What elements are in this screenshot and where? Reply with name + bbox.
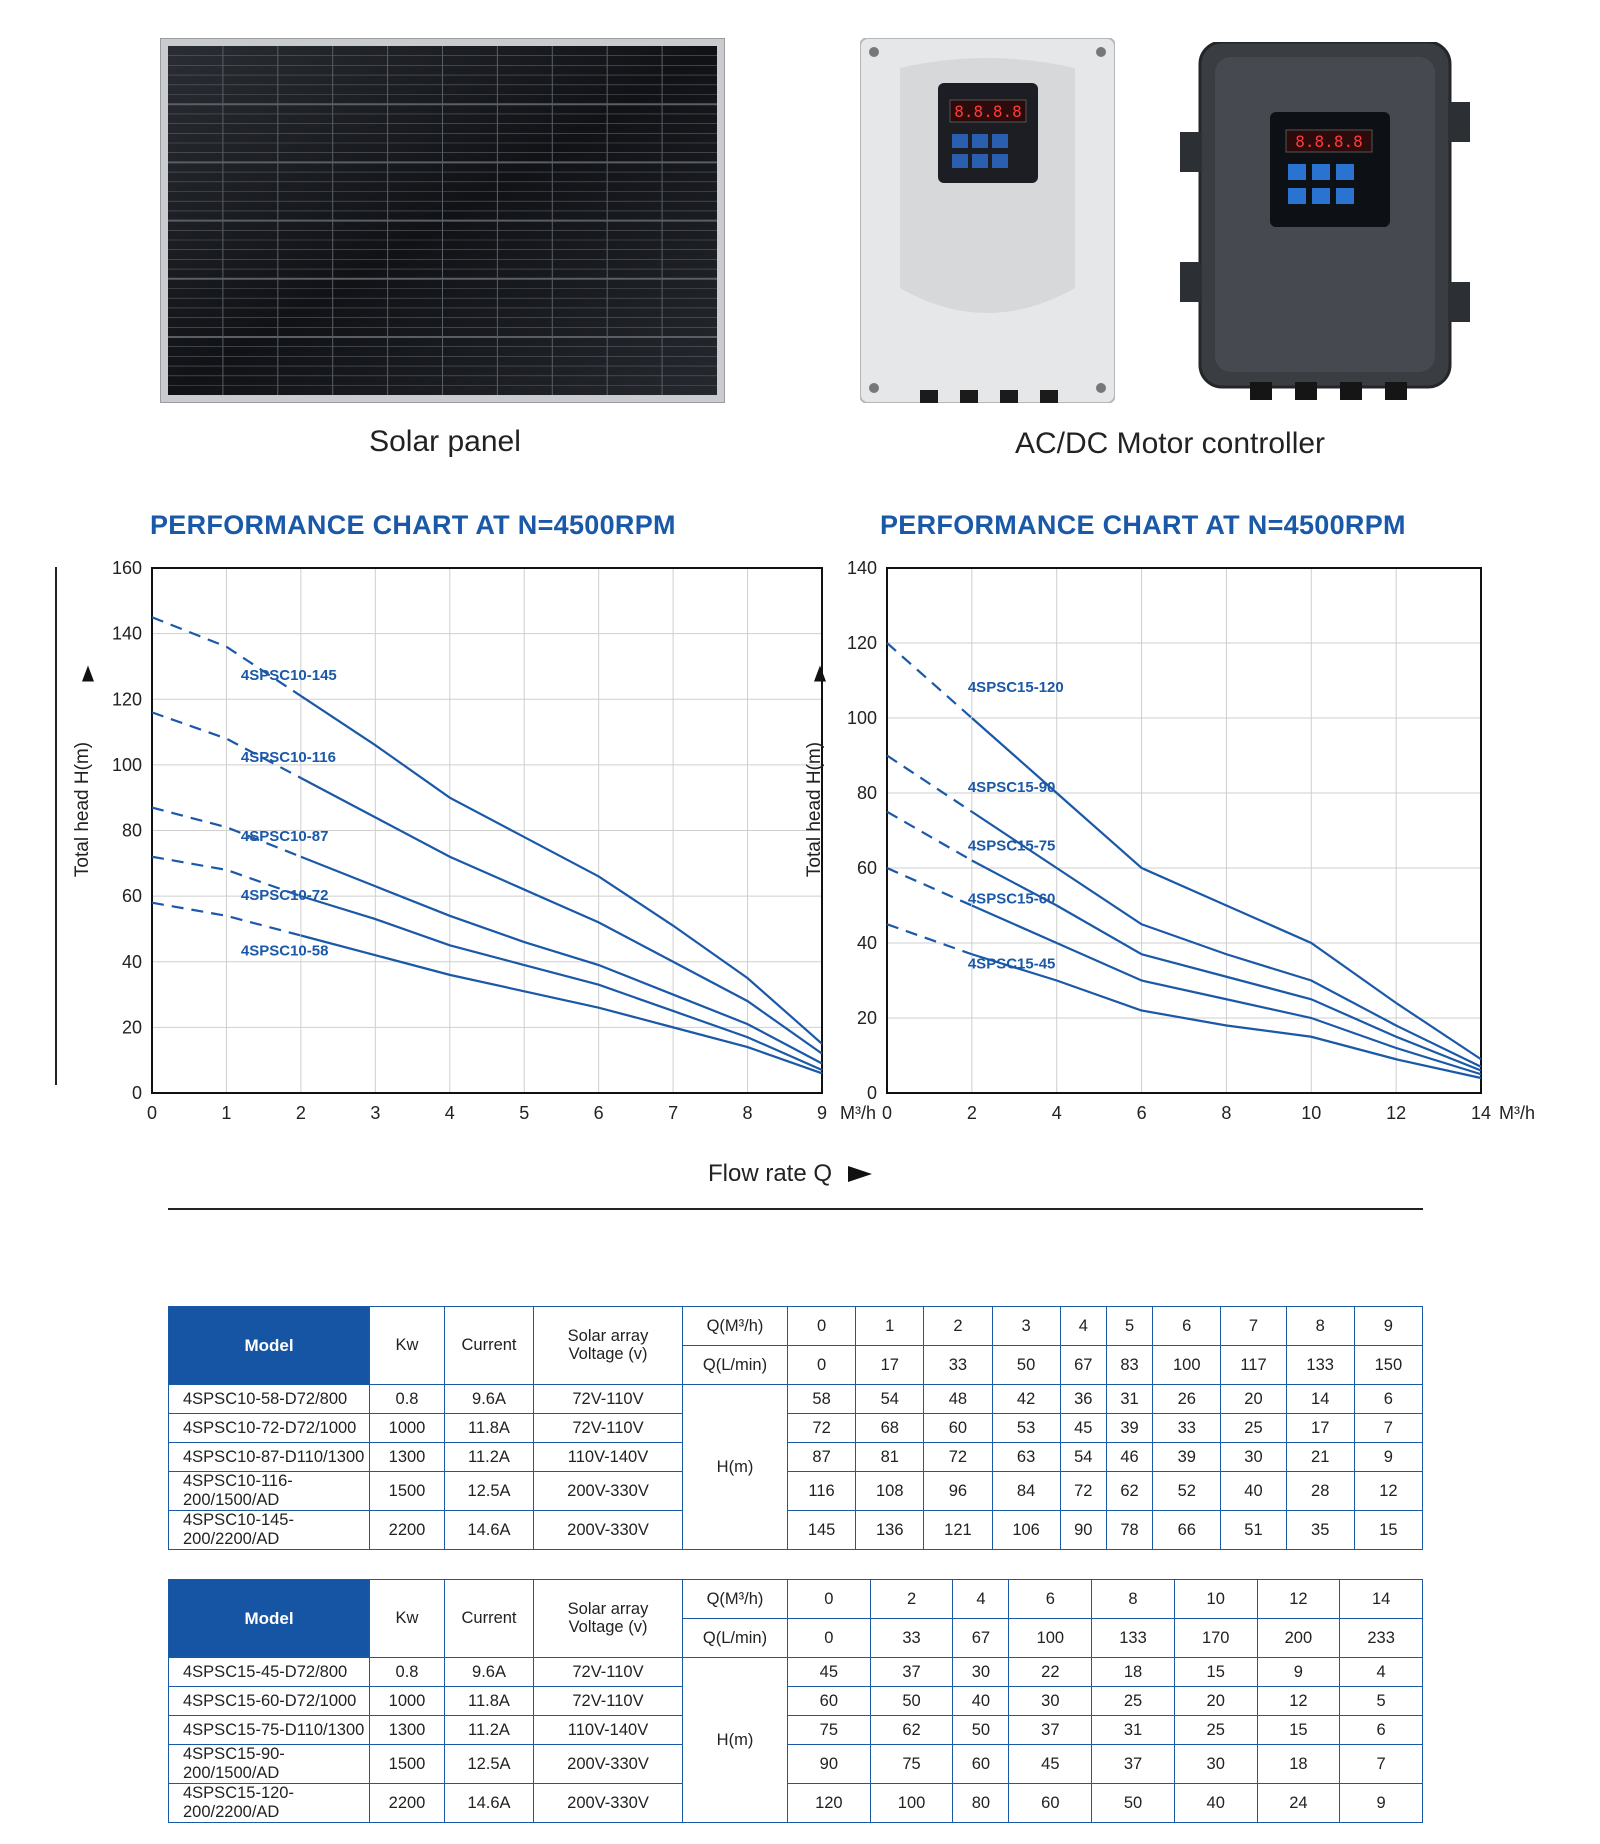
controller-white-image xyxy=(860,38,1115,403)
y-tick-label: 100 xyxy=(846,708,877,728)
head-value: 4 xyxy=(1340,1658,1423,1687)
controller-black-image xyxy=(1180,42,1470,402)
head-value: 9 xyxy=(1257,1658,1340,1687)
series-line xyxy=(301,778,822,1054)
head-value: 87 xyxy=(788,1443,856,1472)
head-value: 50 xyxy=(1092,1784,1175,1823)
head-value: 62 xyxy=(1106,1472,1152,1511)
kw-value: 0.8 xyxy=(370,1385,445,1414)
head-value: 66 xyxy=(1153,1511,1221,1550)
performance-table-2 xyxy=(168,1579,1423,1823)
y-tick-label: 120 xyxy=(111,689,142,710)
head-value: 18 xyxy=(1092,1658,1175,1687)
current-value: 11.8A xyxy=(445,1414,534,1443)
series-line xyxy=(301,696,822,1044)
head-value: 54 xyxy=(856,1385,924,1414)
head-value: 24 xyxy=(1257,1784,1340,1823)
head-value: 20 xyxy=(1221,1385,1286,1414)
q-lmin-value: 200 xyxy=(1257,1619,1340,1658)
solar-panel-image xyxy=(160,38,725,403)
table-row xyxy=(169,1385,1423,1414)
head-value: 68 xyxy=(856,1414,924,1443)
head-value: 25 xyxy=(1221,1414,1286,1443)
series-label: 4SPSC15-75 xyxy=(967,837,1056,855)
x-tick-label: 4 xyxy=(1051,1103,1062,1123)
head-value: 33 xyxy=(1153,1414,1221,1443)
q-lmin-value: 67 xyxy=(953,1619,1009,1658)
model-name: 4SPSC10-72-D72/1000 xyxy=(169,1414,370,1443)
kw-value: 1500 xyxy=(370,1745,445,1784)
head-value: 45 xyxy=(1060,1414,1106,1443)
head-value: 12 xyxy=(1257,1687,1340,1716)
y-axis-label: Total head H(m) xyxy=(804,741,825,878)
x-tick-label: 6 xyxy=(593,1103,604,1123)
model-header: Model xyxy=(169,1307,370,1385)
left-vertical-rule xyxy=(55,567,57,1085)
head-value: 40 xyxy=(1221,1472,1286,1511)
q-lmin-header: Q(L/min) xyxy=(683,1619,788,1658)
head-value: 80 xyxy=(953,1784,1009,1823)
head-value: 9 xyxy=(1354,1443,1422,1472)
head-value: 108 xyxy=(856,1472,924,1511)
head-value: 22 xyxy=(1009,1658,1092,1687)
model-name: 4SPSC15-60-D72/1000 xyxy=(169,1687,370,1716)
current-value: 11.8A xyxy=(445,1687,534,1716)
x-tick-label: 12 xyxy=(1386,1103,1407,1123)
head-value: 48 xyxy=(924,1385,992,1414)
x-tick-label: 8 xyxy=(1221,1103,1232,1123)
voltage-value: 72V-110V xyxy=(534,1385,683,1414)
q-m3h-value: 4 xyxy=(1060,1307,1106,1346)
head-value: 58 xyxy=(788,1385,856,1414)
q-m3h-value: 6 xyxy=(1009,1580,1092,1619)
q-m3h-value: 1 xyxy=(856,1307,924,1346)
head-value: 53 xyxy=(992,1414,1060,1443)
y-tick-label: 0 xyxy=(131,1083,142,1103)
head-value: 15 xyxy=(1174,1658,1257,1687)
series-label: 4SPSC15-120 xyxy=(967,679,1064,696)
series-line-dashed xyxy=(887,812,972,861)
head-value: 37 xyxy=(1092,1745,1175,1784)
head-value: 31 xyxy=(1092,1716,1175,1745)
head-value: 15 xyxy=(1257,1716,1340,1745)
x-tick-label: 3 xyxy=(370,1103,381,1123)
svg-text:8.8.8.8: 8.8.8.8 xyxy=(954,102,1022,121)
x-tick-label: 2 xyxy=(966,1103,977,1123)
plot-frame xyxy=(887,568,1481,1093)
q-lmin-value: 67 xyxy=(1060,1346,1106,1385)
y-tick-label: 100 xyxy=(111,754,142,775)
head-value: 96 xyxy=(924,1472,992,1511)
head-value: 6 xyxy=(1340,1716,1423,1745)
table-row xyxy=(169,1414,1423,1443)
section-divider xyxy=(168,1208,1423,1210)
series-line xyxy=(301,896,822,1070)
q-m3h-value: 0 xyxy=(788,1307,856,1346)
head-value: 116 xyxy=(788,1472,856,1511)
current-header: Current xyxy=(445,1580,534,1658)
x-tick-label: 1 xyxy=(221,1103,232,1123)
head-value: 42 xyxy=(992,1385,1060,1414)
head-value: 18 xyxy=(1257,1745,1340,1784)
series-label: 4SPSC15-45 xyxy=(967,955,1056,973)
q-m3h-value: 4 xyxy=(953,1580,1009,1619)
current-value: 9.6A xyxy=(445,1385,534,1414)
kw-value: 1000 xyxy=(370,1687,445,1716)
head-value: 90 xyxy=(788,1745,871,1784)
q-lmin-value: 233 xyxy=(1340,1619,1423,1658)
head-value: 45 xyxy=(788,1658,871,1687)
q-m3h-value: 0 xyxy=(788,1580,871,1619)
series-label: 4SPSC10-72 xyxy=(240,887,329,905)
q-lmin-value: 100 xyxy=(1009,1619,1092,1658)
model-name: 4SPSC10-145-200/2200/AD xyxy=(169,1511,370,1550)
current-value: 11.2A xyxy=(445,1443,534,1472)
q-m3h-value: 2 xyxy=(870,1580,953,1619)
head-value: 39 xyxy=(1153,1443,1221,1472)
y-tick-label: 140 xyxy=(846,558,877,578)
head-label: H(m) xyxy=(683,1385,788,1550)
kw-value: 1000 xyxy=(370,1414,445,1443)
q-m3h-value: 8 xyxy=(1286,1307,1354,1346)
head-value: 50 xyxy=(870,1687,953,1716)
q-m3h-value: 14 xyxy=(1340,1580,1423,1619)
head-value: 52 xyxy=(1153,1472,1221,1511)
voltage-header: Solar array Voltage (v) xyxy=(534,1580,683,1658)
series-label: 4SPSC15-90 xyxy=(967,778,1056,796)
q-lmin-value: 17 xyxy=(856,1346,924,1385)
q-lmin-value: 133 xyxy=(1286,1346,1354,1385)
head-label: H(m) xyxy=(683,1658,788,1823)
y-tick-label: 80 xyxy=(121,820,142,841)
head-value: 60 xyxy=(1009,1784,1092,1823)
q-m3h-header: Q(M³/h) xyxy=(683,1307,788,1346)
table-row xyxy=(169,1511,1423,1550)
head-value: 40 xyxy=(953,1687,1009,1716)
head-value: 20 xyxy=(1174,1687,1257,1716)
y-axis-arrow-icon xyxy=(82,666,94,682)
model-header: Model xyxy=(169,1580,370,1658)
head-value: 50 xyxy=(953,1716,1009,1745)
q-m3h-header: Q(M³/h) xyxy=(683,1580,788,1619)
head-value: 31 xyxy=(1106,1385,1152,1414)
table-row xyxy=(169,1658,1423,1687)
x-tick-label: 14 xyxy=(1470,1103,1492,1123)
series-label: 4SPSC10-58 xyxy=(240,942,329,960)
y-tick-label: 20 xyxy=(856,1008,877,1028)
chart-1 xyxy=(70,540,876,1123)
head-value: 14 xyxy=(1286,1385,1354,1414)
model-name: 4SPSC10-116-200/1500/AD xyxy=(169,1472,370,1511)
kw-value: 1300 xyxy=(370,1443,445,1472)
chart-1-title: PERFORMANCE CHART AT N=4500RPM xyxy=(150,510,676,540)
voltage-value: 200V-330V xyxy=(534,1472,683,1511)
q-lmin-value: 100 xyxy=(1153,1346,1221,1385)
head-value: 40 xyxy=(1174,1784,1257,1823)
voltage-value: 200V-330V xyxy=(534,1511,683,1550)
x-tick-label: 10 xyxy=(1301,1103,1322,1123)
head-value: 12 xyxy=(1354,1472,1422,1511)
q-lmin-value: 83 xyxy=(1106,1346,1152,1385)
model-name: 4SPSC10-58-D72/800 xyxy=(169,1385,370,1414)
q-m3h-value: 3 xyxy=(992,1307,1060,1346)
head-value: 136 xyxy=(856,1511,924,1550)
q-m3h-value: 6 xyxy=(1153,1307,1221,1346)
series-line-dashed xyxy=(887,756,972,812)
series-label: 4SPSC15-60 xyxy=(967,890,1056,908)
solar-panel-caption: Solar panel xyxy=(369,425,521,458)
series-label: 4SPSC10-87 xyxy=(240,827,329,845)
series-line xyxy=(301,857,822,1064)
series-line xyxy=(301,936,822,1074)
x-tick-label: 8 xyxy=(742,1103,753,1123)
q-m3h-value: 8 xyxy=(1092,1580,1175,1619)
model-name: 4SPSC15-45-D72/800 xyxy=(169,1658,370,1687)
q-lmin-value: 33 xyxy=(924,1346,992,1385)
controller-caption: AC/DC Motor controller xyxy=(1014,427,1326,460)
series-label: 4SPSC10-145 xyxy=(240,666,337,684)
current-value: 14.6A xyxy=(445,1784,534,1823)
svg-text:8.8.8.8: 8.8.8.8 xyxy=(1295,132,1363,151)
series-line-dashed xyxy=(887,868,972,906)
flow-arrow-icon xyxy=(848,1166,872,1182)
current-value: 14.6A xyxy=(445,1511,534,1550)
q-lmin-value: 117 xyxy=(1221,1346,1286,1385)
q-m3h-value: 2 xyxy=(924,1307,992,1346)
y-tick-label: 160 xyxy=(111,558,142,578)
q-lmin-value: 50 xyxy=(992,1346,1060,1385)
x-unit-label: M³/h xyxy=(1499,1103,1535,1123)
head-value: 7 xyxy=(1354,1414,1422,1443)
x-tick-label: 5 xyxy=(519,1103,530,1123)
q-m3h-value: 12 xyxy=(1257,1580,1340,1619)
y-tick-label: 120 xyxy=(846,633,877,653)
y-axis-arrow-icon xyxy=(814,666,826,682)
head-value: 15 xyxy=(1354,1511,1422,1550)
table-row xyxy=(169,1784,1423,1823)
voltage-header: Solar array Voltage (v) xyxy=(534,1307,683,1385)
q-m3h-value: 7 xyxy=(1221,1307,1286,1346)
x-tick-label: 2 xyxy=(295,1103,306,1123)
current-value: 9.6A xyxy=(445,1658,534,1687)
q-lmin-value: 33 xyxy=(870,1619,953,1658)
head-value: 81 xyxy=(856,1443,924,1472)
kw-value: 2200 xyxy=(370,1511,445,1550)
head-value: 72 xyxy=(1060,1472,1106,1511)
y-tick-label: 20 xyxy=(121,1017,142,1038)
header-row xyxy=(169,1307,1423,1346)
kw-value: 1500 xyxy=(370,1472,445,1511)
current-value: 12.5A xyxy=(445,1472,534,1511)
model-name: 4SPSC10-87-D110/1300 xyxy=(169,1443,370,1472)
current-value: 12.5A xyxy=(445,1745,534,1784)
head-value: 100 xyxy=(870,1784,953,1823)
q-m3h-value: 9 xyxy=(1354,1307,1422,1346)
x-tick-label: 7 xyxy=(668,1103,679,1123)
q-m3h-value: 10 xyxy=(1174,1580,1257,1619)
table-row xyxy=(169,1716,1423,1745)
y-tick-label: 60 xyxy=(121,886,142,907)
head-value: 30 xyxy=(1221,1443,1286,1472)
head-value: 36 xyxy=(1060,1385,1106,1414)
flow-rate-label: Flow rate Q xyxy=(708,1160,833,1187)
table-row xyxy=(169,1472,1423,1511)
chart-2-title: PERFORMANCE CHART AT N=4500RPM xyxy=(880,510,1406,540)
head-value: 25 xyxy=(1174,1716,1257,1745)
kw-value: 1300 xyxy=(370,1716,445,1745)
x-tick-label: 6 xyxy=(1136,1103,1147,1123)
head-value: 7 xyxy=(1340,1745,1423,1784)
head-value: 63 xyxy=(992,1443,1060,1472)
series-label: 4SPSC10-116 xyxy=(240,749,336,766)
kw-header: Kw xyxy=(370,1307,445,1385)
table-row xyxy=(169,1745,1423,1784)
head-value: 121 xyxy=(924,1511,992,1550)
voltage-value: 200V-330V xyxy=(534,1745,683,1784)
q-lmin-value: 133 xyxy=(1092,1619,1175,1658)
head-value: 45 xyxy=(1009,1745,1092,1784)
model-name: 4SPSC15-90-200/1500/AD xyxy=(169,1745,370,1784)
x-tick-label: 9 xyxy=(816,1103,828,1123)
chart-2 xyxy=(800,540,1560,1123)
head-value: 25 xyxy=(1092,1687,1175,1716)
kw-header: Kw xyxy=(370,1580,445,1658)
y-tick-label: 140 xyxy=(111,623,142,644)
y-tick-label: 0 xyxy=(866,1083,877,1103)
head-value: 39 xyxy=(1106,1414,1152,1443)
head-value: 6 xyxy=(1354,1385,1422,1414)
q-lmin-value: 150 xyxy=(1354,1346,1422,1385)
current-header: Current xyxy=(445,1307,534,1385)
head-value: 84 xyxy=(992,1472,1060,1511)
head-value: 72 xyxy=(924,1443,992,1472)
head-value: 30 xyxy=(953,1658,1009,1687)
head-value: 60 xyxy=(788,1687,871,1716)
series-line-dashed xyxy=(887,924,972,954)
voltage-value: 72V-110V xyxy=(534,1414,683,1443)
q-lmin-header: Q(L/min) xyxy=(683,1346,788,1385)
voltage-value: 72V-110V xyxy=(534,1687,683,1716)
y-tick-label: 40 xyxy=(121,951,142,972)
header-row xyxy=(169,1580,1423,1619)
x-unit-label: M³/h xyxy=(840,1103,876,1123)
head-value: 5 xyxy=(1340,1687,1423,1716)
head-value: 72 xyxy=(788,1414,856,1443)
head-value: 106 xyxy=(992,1511,1060,1550)
kw-value: 0.8 xyxy=(370,1658,445,1687)
performance-table-1 xyxy=(168,1306,1423,1550)
voltage-value: 110V-140V xyxy=(534,1443,683,1472)
head-value: 17 xyxy=(1286,1414,1354,1443)
voltage-value: 72V-110V xyxy=(534,1658,683,1687)
table-row xyxy=(169,1687,1423,1716)
head-value: 28 xyxy=(1286,1472,1354,1511)
x-tick-label: 0 xyxy=(146,1103,158,1123)
head-value: 37 xyxy=(870,1658,953,1687)
current-value: 11.2A xyxy=(445,1716,534,1745)
table-row xyxy=(169,1443,1423,1472)
head-value: 62 xyxy=(870,1716,953,1745)
head-value: 54 xyxy=(1060,1443,1106,1472)
head-value: 9 xyxy=(1340,1784,1423,1823)
head-value: 46 xyxy=(1106,1443,1152,1472)
head-value: 75 xyxy=(788,1716,871,1745)
head-value: 51 xyxy=(1221,1511,1286,1550)
head-value: 145 xyxy=(788,1511,856,1550)
q-lmin-value: 0 xyxy=(788,1346,856,1385)
head-value: 60 xyxy=(924,1414,992,1443)
voltage-value: 110V-140V xyxy=(534,1716,683,1745)
head-value: 35 xyxy=(1286,1511,1354,1550)
voltage-value: 200V-330V xyxy=(534,1784,683,1823)
x-tick-label: 0 xyxy=(881,1103,893,1123)
y-tick-label: 60 xyxy=(856,858,877,878)
head-value: 30 xyxy=(1174,1745,1257,1784)
y-axis-label: Total head H(m) xyxy=(72,741,93,878)
series-line-dashed xyxy=(887,643,972,718)
y-tick-label: 40 xyxy=(856,933,877,953)
q-lmin-value: 170 xyxy=(1174,1619,1257,1658)
head-value: 120 xyxy=(788,1784,871,1823)
head-value: 90 xyxy=(1060,1511,1106,1550)
head-value: 21 xyxy=(1286,1443,1354,1472)
head-value: 37 xyxy=(1009,1716,1092,1745)
model-name: 4SPSC15-120-200/2200/AD xyxy=(169,1784,370,1823)
q-lmin-value: 0 xyxy=(788,1619,871,1658)
model-name: 4SPSC15-75-D110/1300 xyxy=(169,1716,370,1745)
x-tick-label: 4 xyxy=(444,1103,455,1123)
head-value: 75 xyxy=(870,1745,953,1784)
head-value: 78 xyxy=(1106,1511,1152,1550)
q-m3h-value: 5 xyxy=(1106,1307,1152,1346)
head-value: 30 xyxy=(1009,1687,1092,1716)
head-value: 60 xyxy=(953,1745,1009,1784)
kw-value: 2200 xyxy=(370,1784,445,1823)
y-tick-label: 80 xyxy=(856,783,877,803)
head-value: 26 xyxy=(1153,1385,1221,1414)
